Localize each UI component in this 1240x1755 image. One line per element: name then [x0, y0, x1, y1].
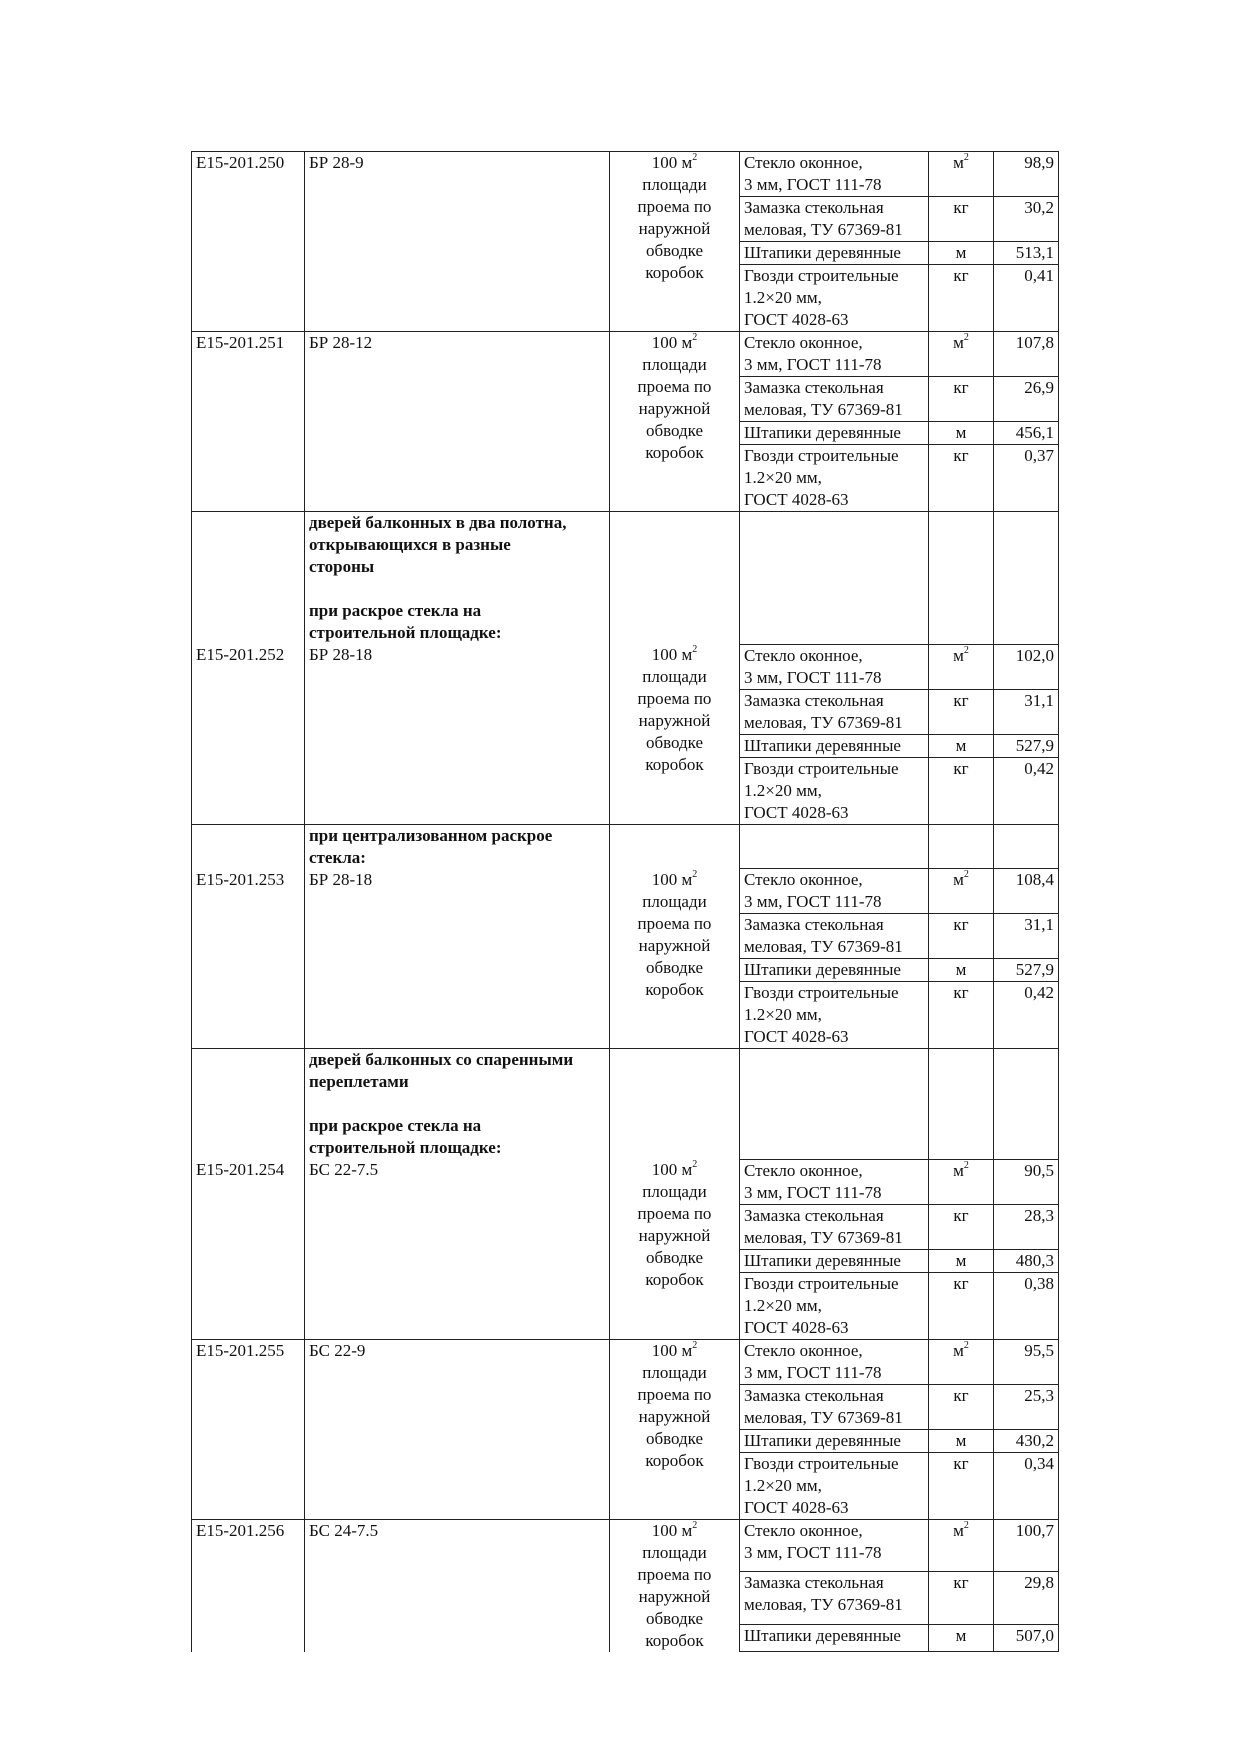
unit-measure-line: наружной — [638, 1406, 711, 1426]
resource-line: Замазка стекольная — [744, 915, 884, 934]
resource-line: Штапики деревянные — [744, 423, 901, 442]
resource-name — [740, 644, 929, 689]
resource-cell — [740, 1049, 929, 1160]
unit-measure-text: 100 м — [651, 1520, 693, 1540]
resource-name — [740, 757, 929, 824]
resource-value: 430,2 — [994, 1429, 1059, 1452]
heading-line: стороны — [309, 557, 375, 576]
norm-name: БР 28-9 — [305, 152, 610, 332]
resource-row — [192, 1339, 1059, 1384]
resource-name — [740, 1572, 929, 1625]
resource-value: 31,1 — [994, 914, 1059, 959]
resource-line: Гвозди строительные — [744, 1453, 899, 1473]
value-cell — [994, 1049, 1059, 1160]
code-cell — [192, 824, 305, 869]
unit-measure-line: коробок — [645, 1270, 704, 1289]
resource-row — [192, 869, 1059, 914]
resource-value: 108,4 — [994, 869, 1059, 914]
norm-name: БС 22-9 — [305, 1339, 610, 1519]
resource-row — [192, 644, 1059, 689]
unit-kg: кг — [953, 690, 969, 710]
resource-value: 90,5 — [994, 1159, 1059, 1204]
resource-name — [740, 959, 929, 982]
resource-value: 107,8 — [994, 332, 1059, 377]
unit-measure-sup: 2 — [692, 1519, 698, 1531]
unit-measure-line: наружной — [638, 1226, 711, 1245]
resource-line: Стекло оконное, — [744, 333, 863, 352]
resource-unit — [929, 1339, 994, 1384]
unit-measure-sup: 2 — [692, 644, 698, 656]
resource-name — [740, 1384, 929, 1429]
unit-m2: м — [953, 333, 964, 352]
unit-measure-line: проема по — [637, 377, 712, 396]
unit-kg: кг — [953, 983, 969, 1002]
unit-measure-text: 100 м — [651, 869, 693, 889]
unit-measure-line: коробок — [645, 1450, 704, 1470]
unit-kg: кг — [953, 1273, 969, 1293]
resource-line: ГОСТ 4028-63 — [744, 490, 849, 509]
unit-measure-line: коробок — [645, 979, 704, 999]
unit-m: м — [955, 1430, 967, 1450]
norm-name: БР 28-18 — [305, 869, 610, 1049]
resource-value: 26,9 — [994, 377, 1059, 422]
unit-measure-line: обводке — [645, 1248, 704, 1267]
unit-m: м — [955, 243, 967, 262]
resource-value: 0,37 — [994, 445, 1059, 512]
resource-unit — [929, 422, 994, 445]
resource-unit — [929, 1452, 994, 1519]
resource-line: ГОСТ 4028-63 — [744, 1317, 849, 1337]
resource-name — [740, 982, 929, 1049]
resource-line: 3 мм, ГОСТ 111-78 — [744, 892, 882, 911]
unit-col-cell — [929, 1049, 994, 1160]
resource-name — [740, 265, 929, 332]
resource-norms-table — [191, 151, 1059, 1652]
norm-name: БС 24-7.5 — [305, 1519, 610, 1652]
resource-name — [740, 1249, 929, 1272]
unit-measure-cell — [610, 869, 740, 1049]
resource-line: 3 мм, ГОСТ 111-78 — [744, 1182, 882, 1202]
unit-kg: кг — [953, 1385, 969, 1405]
unit-measure — [614, 1159, 735, 1181]
resource-line: меловая, ТУ 67369-81 — [744, 712, 903, 732]
heading-line: при раскрое стекла на — [309, 601, 482, 620]
unit-measure-sup: 2 — [692, 332, 698, 344]
unit-measure-line: обводке — [645, 241, 704, 260]
resource-line: Замазка стекольная — [744, 1385, 884, 1405]
resource-name — [740, 734, 929, 757]
unit-m: м — [955, 960, 967, 979]
unit-measure-line: коробок — [645, 263, 704, 282]
resource-value: 527,9 — [994, 959, 1059, 982]
unit-measure-line: наружной — [638, 399, 711, 418]
resource-value: 30,2 — [994, 197, 1059, 242]
unit-measure-line: обводке — [645, 733, 704, 752]
norm-code: Е15-201.254 — [192, 1159, 305, 1339]
unit-m2-sup: 2 — [963, 1339, 969, 1351]
resource-line: 3 мм, ГОСТ 111-78 — [744, 175, 882, 194]
resource-name — [740, 1339, 929, 1384]
unit-kg: кг — [953, 198, 969, 217]
resource-unit — [929, 332, 994, 377]
resource-unit — [929, 1249, 994, 1272]
resource-name — [740, 1159, 929, 1204]
unit-measure-line: наружной — [638, 1586, 711, 1606]
resource-name — [740, 869, 929, 914]
resource-line: Гвозди строительные — [744, 266, 899, 285]
unit-measure — [614, 152, 735, 174]
resource-line: ГОСТ 4028-63 — [744, 802, 849, 822]
resource-unit — [929, 869, 994, 914]
section-heading-row — [192, 512, 1059, 645]
resource-unit — [929, 757, 994, 824]
resource-name — [740, 377, 929, 422]
resource-value: 98,9 — [994, 152, 1059, 197]
unit-measure-line: проема по — [637, 1564, 712, 1584]
unit-measure-line: наружной — [638, 219, 711, 238]
resource-unit — [929, 1384, 994, 1429]
unit-m2: м — [953, 1160, 964, 1180]
resource-row — [192, 332, 1059, 377]
resource-line: меловая, ТУ 67369-81 — [744, 937, 903, 956]
heading-line: открывающихся в разные — [309, 535, 511, 554]
resource-line: Стекло оконное, — [744, 1160, 863, 1180]
unit-measure — [614, 644, 735, 666]
resource-value: 0,42 — [994, 757, 1059, 824]
unit-kg: кг — [953, 266, 969, 285]
unit-measure-text: 100 м — [651, 1160, 693, 1179]
unit-m: м — [955, 735, 967, 755]
unit-m2-sup: 2 — [963, 332, 969, 344]
unit-measure-line: площади — [642, 175, 707, 194]
resource-name — [740, 152, 929, 197]
resource-value: 25,3 — [994, 1384, 1059, 1429]
resource-line: меловая, ТУ 67369-81 — [744, 1227, 903, 1247]
norm-name: БР 28-12 — [305, 332, 610, 512]
resource-unit — [929, 265, 994, 332]
resource-name — [740, 445, 929, 512]
resource-line: 1.2×20 мм, — [744, 288, 822, 307]
unit-measure-line: коробок — [645, 443, 704, 462]
heading-line: дверей балконных со спаренными — [309, 1050, 574, 1069]
resource-line: Стекло оконное, — [744, 153, 863, 172]
resource-line: Штапики деревянные — [744, 1430, 901, 1450]
unit-m: м — [955, 1250, 967, 1270]
resource-name — [740, 1625, 929, 1652]
resource-line: меловая, ТУ 67369-81 — [744, 400, 903, 419]
unit-measure-line: коробок — [645, 755, 704, 774]
resource-value: 31,1 — [994, 689, 1059, 734]
heading-line: стекла: — [309, 847, 366, 867]
norm-code: Е15-201.256 — [192, 1519, 305, 1652]
norm-name: БС 22-7.5 — [305, 1159, 610, 1339]
resource-line: 3 мм, ГОСТ 111-78 — [744, 355, 882, 374]
resource-line: 1.2×20 мм, — [744, 780, 822, 800]
resource-line: Замазка стекольная — [744, 690, 884, 710]
unit-measure-cell — [610, 152, 740, 332]
resource-value: 0,34 — [994, 1452, 1059, 1519]
heading-line: строительной площадке: — [309, 623, 502, 642]
resource-line: Замазка стекольная — [744, 198, 884, 217]
section-heading — [305, 1049, 610, 1160]
resource-value: 507,0 — [994, 1625, 1059, 1652]
resource-line: Гвозди строительные — [744, 1273, 899, 1293]
resource-line: Стекло оконное, — [744, 1520, 863, 1540]
unit-measure — [614, 332, 735, 354]
resource-value: 100,7 — [994, 1519, 1059, 1572]
resource-row — [192, 152, 1059, 197]
unit-cell — [610, 824, 740, 869]
resource-line: Замазка стекольная — [744, 1205, 884, 1225]
unit-measure-line: наружной — [638, 711, 711, 730]
unit-m2: м — [953, 870, 964, 889]
unit-m2-sup: 2 — [963, 1159, 969, 1171]
resource-unit — [929, 445, 994, 512]
unit-measure-sup: 2 — [692, 1159, 698, 1171]
unit-measure — [614, 1520, 735, 1542]
resource-row — [192, 1519, 1059, 1572]
unit-measure-cell — [610, 1339, 740, 1519]
resource-unit — [929, 1159, 994, 1204]
value-cell — [994, 824, 1059, 869]
norm-code: Е15-201.250 — [192, 152, 305, 332]
unit-measure-line: проема по — [637, 689, 712, 708]
unit-measure-sup: 2 — [692, 1339, 698, 1351]
resource-unit — [929, 1572, 994, 1625]
unit-kg: кг — [953, 758, 969, 778]
resource-line: Штапики деревянные — [744, 1626, 901, 1645]
resource-line: Штапики деревянные — [744, 735, 901, 755]
unit-kg: кг — [953, 1573, 969, 1593]
resource-value: 28,3 — [994, 1204, 1059, 1249]
unit-m: м — [955, 1626, 967, 1645]
resource-line: ГОСТ 4028-63 — [744, 310, 849, 329]
unit-measure-line: коробок — [645, 1630, 704, 1650]
unit-m2-sup: 2 — [963, 152, 969, 164]
resource-line: ГОСТ 4028-63 — [744, 1497, 849, 1517]
resource-unit — [929, 689, 994, 734]
resource-value: 513,1 — [994, 242, 1059, 265]
code-cell — [192, 1049, 305, 1160]
resource-name — [740, 1519, 929, 1572]
resource-value: 527,9 — [994, 734, 1059, 757]
resource-unit — [929, 644, 994, 689]
unit-measure-sup: 2 — [692, 868, 698, 880]
unit-measure-line: проема по — [637, 197, 712, 216]
norm-name: БР 28-18 — [305, 644, 610, 824]
unit-m2-sup: 2 — [963, 869, 969, 881]
unit-measure-line: обводке — [645, 1608, 704, 1628]
unit-m: м — [955, 423, 967, 442]
unit-col-cell — [929, 512, 994, 645]
unit-measure-line: наружной — [638, 935, 711, 955]
resource-line: Гвозди строительные — [744, 446, 899, 465]
resource-value: 102,0 — [994, 644, 1059, 689]
resource-name — [740, 197, 929, 242]
heading-line: дверей балконных в два полотна, — [309, 513, 567, 532]
norm-code: Е15-201.251 — [192, 332, 305, 512]
unit-measure-line: обводке — [645, 421, 704, 440]
resource-value: 0,41 — [994, 265, 1059, 332]
resource-line: Штапики деревянные — [744, 960, 901, 979]
unit-measure-line: проема по — [637, 1384, 712, 1404]
resource-line: меловая, ТУ 67369-81 — [744, 1595, 903, 1615]
unit-measure-line: площади — [642, 1542, 707, 1562]
heading-line: при централизованном раскрое — [309, 825, 553, 845]
unit-measure-line: проема по — [637, 913, 712, 933]
resource-name — [740, 422, 929, 445]
unit-m2: м — [953, 153, 964, 172]
unit-kg: кг — [953, 378, 969, 397]
heading-line: переплетами — [309, 1072, 409, 1091]
unit-cell — [610, 512, 740, 645]
resource-value: 480,3 — [994, 1249, 1059, 1272]
resource-unit — [929, 914, 994, 959]
unit-measure-line: площади — [642, 1182, 707, 1201]
resource-value: 0,42 — [994, 982, 1059, 1049]
resource-line: 1.2×20 мм, — [744, 1295, 822, 1315]
resource-line: Штапики деревянные — [744, 243, 901, 262]
resource-line: меловая, ТУ 67369-81 — [744, 1407, 903, 1427]
unit-measure-cell — [610, 332, 740, 512]
unit-m2: м — [953, 1340, 964, 1360]
unit-measure-cell — [610, 1519, 740, 1652]
resource-name — [740, 332, 929, 377]
resource-name — [740, 1204, 929, 1249]
resource-unit — [929, 982, 994, 1049]
resource-line: Замазка стекольная — [744, 1573, 884, 1593]
resource-unit — [929, 197, 994, 242]
resource-unit — [929, 152, 994, 197]
section-heading-row — [192, 824, 1059, 869]
resource-line: ГОСТ 4028-63 — [744, 1027, 849, 1046]
resource-line: Штапики деревянные — [744, 1250, 901, 1270]
resource-line: 3 мм, ГОСТ 111-78 — [744, 1542, 882, 1562]
resource-name — [740, 1429, 929, 1452]
unit-measure-line: проема по — [637, 1204, 712, 1223]
resource-name — [740, 1452, 929, 1519]
code-cell — [192, 512, 305, 645]
resource-line: Гвозди строительные — [744, 758, 899, 778]
section-heading — [305, 824, 610, 869]
unit-m2: м — [953, 645, 964, 665]
resource-line: 1.2×20 мм, — [744, 468, 822, 487]
unit-measure-cell — [610, 644, 740, 824]
resource-line: меловая, ТУ 67369-81 — [744, 220, 903, 239]
resource-unit — [929, 377, 994, 422]
unit-measure-line: обводке — [645, 1428, 704, 1448]
resource-cell — [740, 824, 929, 869]
heading-line: строительной площадке: — [309, 1138, 502, 1157]
unit-measure-cell — [610, 1159, 740, 1339]
resource-line: 1.2×20 мм, — [744, 1005, 822, 1024]
resource-name — [740, 689, 929, 734]
unit-m2-sup: 2 — [963, 644, 969, 656]
unit-kg: кг — [953, 915, 969, 934]
resource-unit — [929, 959, 994, 982]
norm-code: Е15-201.252 — [192, 644, 305, 824]
unit-measure-line: площади — [642, 355, 707, 374]
resource-name — [740, 1272, 929, 1339]
resource-line: Стекло оконное, — [744, 870, 863, 889]
resource-line: Замазка стекольная — [744, 378, 884, 397]
section-heading-row — [192, 1049, 1059, 1160]
resource-value: 95,5 — [994, 1339, 1059, 1384]
resource-name — [740, 242, 929, 265]
resource-name — [740, 914, 929, 959]
resource-value: 29,8 — [994, 1572, 1059, 1625]
unit-cell — [610, 1049, 740, 1160]
unit-measure-line: площади — [642, 1362, 707, 1382]
unit-measure-text: 100 м — [651, 645, 693, 664]
resource-unit — [929, 1429, 994, 1452]
norm-code: Е15-201.255 — [192, 1339, 305, 1519]
resource-line: 1.2×20 мм, — [744, 1475, 822, 1495]
section-heading — [305, 512, 610, 645]
unit-col-cell — [929, 824, 994, 869]
unit-measure-line: площади — [642, 891, 707, 911]
resource-value: 0,38 — [994, 1272, 1059, 1339]
resource-unit — [929, 734, 994, 757]
resource-value: 456,1 — [994, 422, 1059, 445]
resource-row — [192, 1159, 1059, 1204]
norm-code: Е15-201.253 — [192, 869, 305, 1049]
resource-unit — [929, 1272, 994, 1339]
heading-line: при раскрое стекла на — [309, 1116, 482, 1135]
unit-measure-sup: 2 — [692, 152, 698, 164]
unit-m2: м — [953, 1520, 964, 1540]
value-cell — [994, 512, 1059, 645]
unit-m2-sup: 2 — [963, 1519, 969, 1531]
resource-line: Гвозди строительные — [744, 983, 899, 1002]
unit-measure-text: 100 м — [651, 153, 693, 172]
unit-measure-text: 100 м — [651, 1340, 693, 1360]
resource-line: 3 мм, ГОСТ 111-78 — [744, 1362, 882, 1382]
resource-cell — [740, 512, 929, 645]
unit-measure-line: площади — [642, 667, 707, 686]
unit-kg: кг — [953, 1453, 969, 1473]
resource-line: Стекло оконное, — [744, 1340, 863, 1360]
resource-unit — [929, 1204, 994, 1249]
unit-kg: кг — [953, 1205, 969, 1225]
unit-kg: кг — [953, 446, 969, 465]
unit-measure — [614, 1340, 735, 1362]
resource-unit — [929, 1519, 994, 1572]
resource-unit — [929, 242, 994, 265]
resource-line: 3 мм, ГОСТ 111-78 — [744, 667, 882, 687]
unit-measure — [614, 869, 735, 891]
unit-measure-line: обводке — [645, 957, 704, 977]
resource-line: Стекло оконное, — [744, 645, 863, 665]
resource-unit — [929, 1625, 994, 1652]
unit-measure-text: 100 м — [651, 333, 693, 352]
